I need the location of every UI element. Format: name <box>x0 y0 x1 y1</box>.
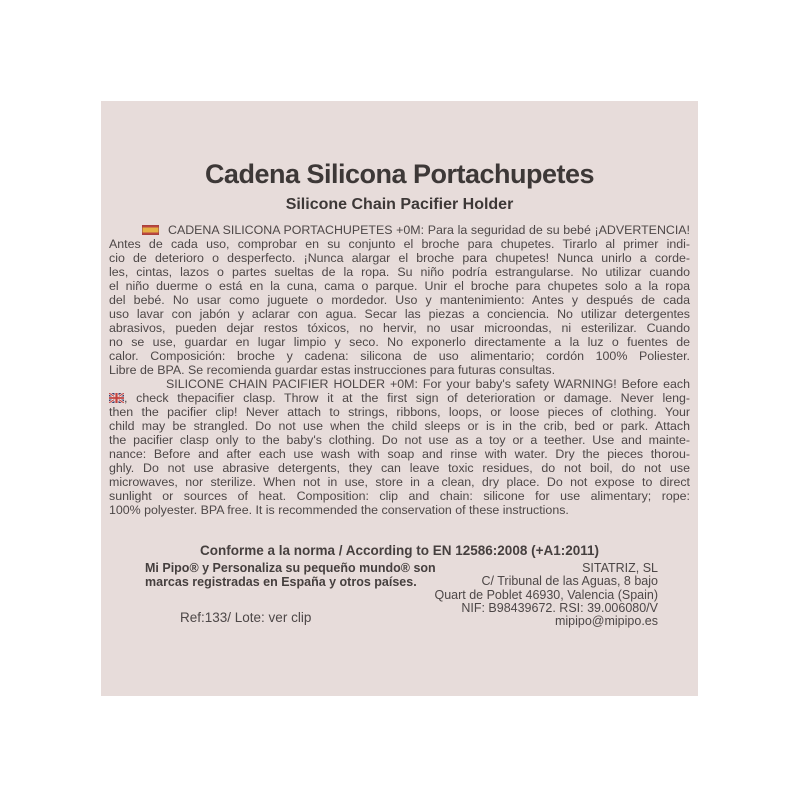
uk-flag-icon <box>109 392 124 406</box>
label-panel <box>101 101 698 696</box>
ref-lot: Ref:133/ Lote: ver clip <box>180 610 312 625</box>
body-line: Antes de cada uso, comprobar en su conjunto el broche para chupetes. Tirarlo al primer indi- <box>109 237 690 251</box>
body-line: microwaves, nor sterilize. When not in use, store in a clean, dry place. Do not expose to direct <box>109 475 690 489</box>
company-email: mipipo@mipipo.es <box>554 614 658 629</box>
body-line: nance: Before and after each use wash with soap and rinse with water. Dry the pieces thorou- <box>109 447 690 461</box>
compliance-note: Conforme a la norma / According to EN 12586:2008 (+A1:2011) <box>199 543 599 558</box>
trademark-line: marcas registradas en España y otros países. <box>145 574 417 589</box>
body-line: Libre de BPA. Se recomienda guardar estas instrucciones para futuras consultas. <box>109 363 556 377</box>
paragraph-indent <box>109 387 166 388</box>
body-line: del bebé. No usar como juguete o mordedor. Uso y mantenimiento: Antes y después de cada <box>109 293 690 307</box>
body-line: , check thepacifier clasp. Throw it at the first sign of deterioration or damage. Never leng- <box>109 391 690 405</box>
body-line: sunlight or sources of heat. Composition: clip and chain: silicone for use alimentary; rope: <box>109 489 690 503</box>
body-line: les, cintas, lazos o partes sueltas de la ropa. Su niño podría estrangularse. No utilizar cuando <box>109 265 690 279</box>
paragraph-indent <box>109 233 142 234</box>
body-line: no se use, guardar en lugar limpio y seco. No exponerlo directamente a la luz o fuentes de <box>109 335 690 349</box>
body-text <box>109 223 690 517</box>
product-title: Cadena Silicona Portachupetes <box>204 159 595 189</box>
spain-flag-icon <box>142 224 159 238</box>
body-line: abrasivos, pueden dejar restos tóxicos, no hervir, no usar microondas, ni esterilizar. Cuando <box>109 321 690 335</box>
product-subtitle: Silicone Chain Pacifier Holder <box>285 196 514 213</box>
body-line: child may be strangled. Do not use when the child sleeps or is in the crib, bed or park. Attach <box>109 419 690 433</box>
body-line: cio de deterioro o desperfecto. ¡Nunca alargar el broche para chupetes! Nunca unirlo a corde- <box>109 251 690 265</box>
company-address <box>358 562 658 628</box>
body-line: then the pacifier clip! Never attach to strings, ribbons, loops, or loose pieces of clothing. Your <box>109 405 690 419</box>
company-street: C/ Tribunal de las Aguas, 8 bajo <box>481 574 658 589</box>
company-city: Quart de Poblet 46930, Valencia (Spain) <box>434 587 658 602</box>
body-line: SILICONE CHAIN PACIFIER HOLDER +0M: For your baby's safety WARNING! Before each <box>109 377 690 391</box>
body-line: el niño duerme o está en la cuna, cama o parque. Unir el broche para chupetes solo a la ropa <box>109 279 690 293</box>
company-name: SITATRIZ, SL <box>582 561 658 575</box>
body-line: ghly. Do not use abrasive detergents, they can leave toxic residues, do not boil, do not use <box>109 461 690 475</box>
body-line: the pacifier clasp only to the baby's clothing. Do not use as a toy or a teether. Use and mainte- <box>109 433 690 447</box>
body-line: uso lavar con jabón y aclarar con agua. Secar las piezas a conciencia. No utilizar detergentes <box>109 307 690 321</box>
body-line: 100% polyester. BPA free. It is recommended the conservation of these instructions. <box>109 503 569 517</box>
trademark-line: Mi Pipo® y Personaliza su pequeño mundo® son <box>145 561 436 575</box>
body-line: CADENA SILICONA PORTACHUPETES +0M: Para la seguridad de su bebé ¡ADVERTENCIA! <box>109 223 690 237</box>
company-ids: NIF: B98439672. RSI: 39.006080/V <box>461 600 658 615</box>
body-line: calor. Composición: broche y cadena: silicona de uso alimentario; cordón 100% Poliester. <box>109 349 690 363</box>
